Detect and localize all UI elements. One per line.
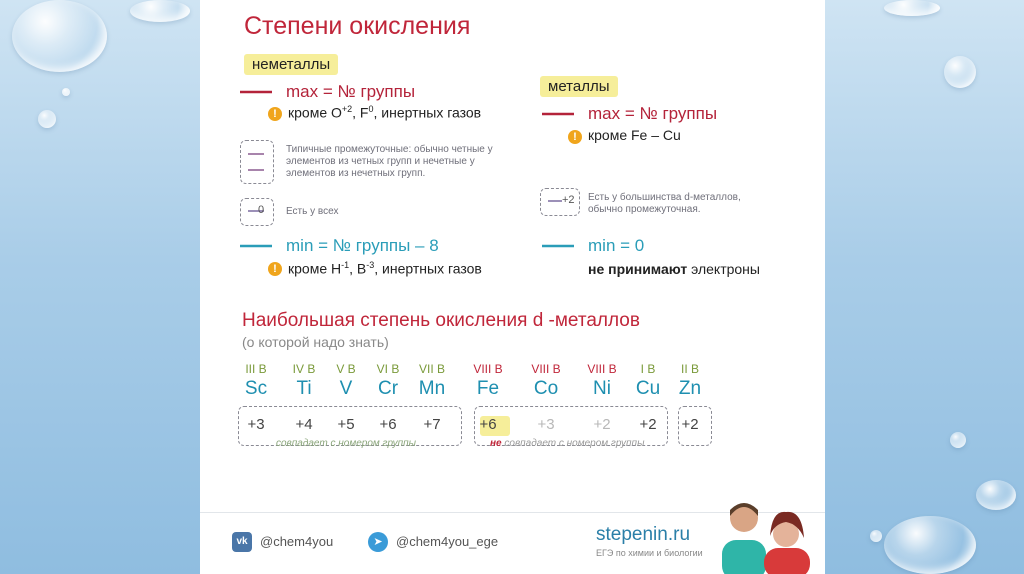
water-drop-decoration bbox=[976, 480, 1016, 510]
slide-card bbox=[200, 0, 825, 574]
metals-label: металлы bbox=[540, 76, 618, 97]
water-drop-decoration bbox=[884, 0, 940, 16]
element-group-label: IV B bbox=[292, 362, 316, 376]
vk-icon[interactable]: vk bbox=[232, 532, 252, 552]
zero-note: Есть у всех bbox=[286, 206, 339, 217]
element-oxidation-state: +2 bbox=[639, 416, 657, 433]
site-subtitle: ЕГЭ по химии и биологии bbox=[596, 548, 703, 558]
site-link[interactable]: stepenin.ru bbox=[596, 524, 691, 545]
water-drop-decoration bbox=[944, 56, 976, 88]
element-symbol: Ni bbox=[593, 378, 611, 399]
element-symbol: V bbox=[339, 378, 353, 399]
element-symbol: Ti bbox=[296, 378, 312, 399]
element-symbol: Sc bbox=[244, 378, 268, 399]
element-group-label: VI B bbox=[376, 362, 400, 376]
element-symbol: Zn bbox=[678, 378, 702, 399]
element-oxidation-state: +3 bbox=[247, 416, 265, 433]
metals-min-note: не принимают электроны bbox=[588, 261, 760, 277]
zero-mark: 0 bbox=[258, 204, 265, 216]
page-title: Степени окисления bbox=[244, 12, 471, 40]
water-drop-decoration bbox=[884, 516, 976, 574]
zero-bracket bbox=[240, 198, 274, 226]
element-symbol: Mn bbox=[418, 378, 446, 399]
warning-icon: ! bbox=[268, 262, 282, 276]
dmetals-table bbox=[236, 362, 716, 442]
element-oxidation-state: +3 bbox=[537, 416, 555, 433]
plus2-mark: +2 bbox=[562, 194, 575, 206]
metals-min: min = 0 bbox=[588, 236, 645, 255]
element-group-label: II B bbox=[680, 362, 699, 376]
water-drop-decoration bbox=[12, 0, 107, 72]
nonmetals-max: max = № группы bbox=[286, 82, 416, 101]
telegram-handle-link[interactable]: @chem4you_ege bbox=[396, 534, 499, 549]
water-drop-decoration bbox=[62, 88, 70, 96]
water-drop-decoration bbox=[130, 0, 190, 22]
metals-max-exceptions: кроме Fe – Cu bbox=[588, 127, 681, 143]
element-group-label: V B bbox=[336, 362, 356, 376]
element-symbol: Fe bbox=[476, 378, 500, 399]
nonmetals-label: неметаллы bbox=[244, 54, 338, 75]
metals-max: max = № группы bbox=[588, 104, 718, 123]
warning-icon: ! bbox=[268, 107, 282, 121]
nomatch-note: не совпадает с номером группы bbox=[490, 438, 645, 449]
element-group-label: VII B bbox=[418, 362, 445, 376]
intermediate-bracket bbox=[240, 140, 274, 184]
element-oxidation-state: +6 bbox=[479, 416, 497, 433]
element-oxidation-state: +6 bbox=[379, 416, 397, 433]
element-oxidation-state: +5 bbox=[337, 416, 355, 433]
element-group-label: III B bbox=[245, 362, 267, 376]
element-group-label: I B bbox=[640, 362, 656, 376]
intermediate-note: Типичные промежуточные: обычно четные у элементов из четных групп и нечетные у элементов из нечетных групп. bbox=[286, 144, 493, 179]
water-drop-decoration bbox=[38, 110, 56, 128]
element-oxidation-state: +4 bbox=[295, 416, 313, 433]
nonmetals-min-exceptions: кроме $Н^{-1}$, $B^{-3}$, инертных газов bbox=[288, 260, 482, 277]
nonmetals-max-exceptions: кроме $О^{+2}$, $F^0$, инертных газов bbox=[288, 104, 482, 121]
element-oxidation-state: +2 bbox=[681, 416, 699, 433]
authors-photo bbox=[718, 494, 822, 574]
element-oxidation-state: +2 bbox=[593, 416, 611, 433]
element-group-label: VIII B bbox=[531, 362, 561, 376]
water-drop-decoration bbox=[950, 432, 966, 448]
element-symbol: Cr bbox=[377, 378, 399, 399]
nonmetals-min: min = № группы – 8 bbox=[286, 236, 439, 255]
vk-handle-link[interactable]: @chem4you bbox=[260, 534, 334, 549]
match-note: совпадает с номером группы bbox=[276, 438, 417, 449]
element-group-label: VIII B bbox=[473, 362, 503, 376]
element-symbol: Cu bbox=[635, 378, 661, 399]
element-symbol: Co bbox=[533, 378, 559, 399]
element-group-label: VIII B bbox=[587, 362, 617, 376]
dmetals-title: Наибольшая степень окисления d -металлов bbox=[242, 310, 640, 331]
telegram-icon[interactable]: ➤ bbox=[368, 532, 388, 552]
dmetals-subtitle: (о которой надо знать) bbox=[242, 334, 389, 350]
water-drop-decoration bbox=[870, 530, 882, 542]
element-oxidation-state: +7 bbox=[423, 416, 441, 433]
warning-icon: ! bbox=[568, 130, 582, 144]
plus2-note: Есть у большинства d-металлов, обычно промежуточная. bbox=[588, 192, 741, 215]
